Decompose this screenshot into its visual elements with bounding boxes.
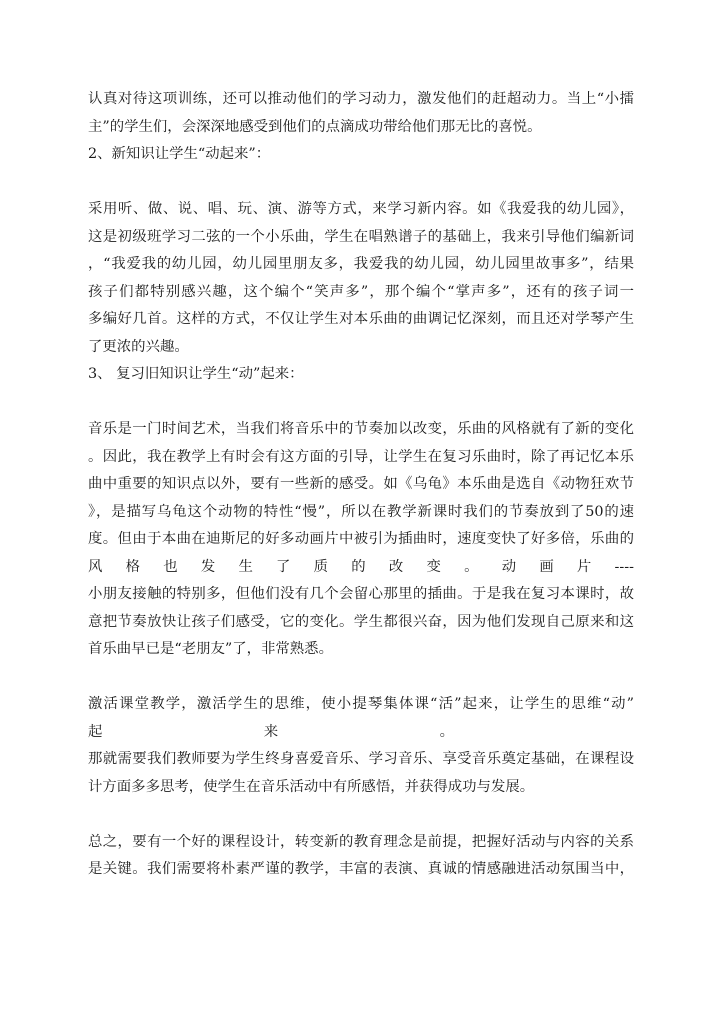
paragraph-line: 那就需要我们教师要为学生终身喜爱音乐、学习音乐、享受音乐奠定基础，在课程设 (88, 751, 634, 767)
paragraph-line: 激活课堂教学，激活学生的思维，使小提琴集体课“活”起来，让学生的思维“动” (88, 696, 634, 712)
paragraph-line: 是关键。我们需要将朴素严谨的教学，丰富的表演、真诚的情感融进活动氛围当中， (88, 861, 634, 877)
blank-line (88, 801, 634, 829)
spread-char: 生 (238, 558, 253, 575)
spread-char: 也 (163, 558, 178, 575)
spread-char: 。 (464, 558, 479, 575)
paragraph-line: 音乐是一门时间艺术，当我们将音乐中的节奏加以改变，乐曲的风格就有了新的变化 (88, 421, 634, 437)
spread-char: 。 (439, 723, 454, 740)
spread-char: 质 (313, 558, 329, 575)
paragraph-line: 多编好几首。这样的方式，不仅让学生对本乐曲的曲调记忆深刻，而且还对学琴产生 (88, 311, 634, 327)
paragraph-line: 总之，要有一个好的课程设计，转变新的教育理念是前提，把握好活动与内容的关系 (88, 833, 634, 850)
spread-char: 来 (263, 723, 279, 740)
spread-char: 片 (576, 558, 592, 575)
blank-line (88, 169, 634, 197)
spread-line-1 (88, 554, 634, 582)
spread-char: 格 (125, 558, 141, 575)
spread-char: ---- (614, 558, 634, 575)
paragraph-line: 主”的学生们，会深深地感受到他们的点滴成功带给他们那无比的喜悦。 (88, 118, 542, 135)
paragraph-line: 计方面多多思考，使学生在音乐活动中有所感悟，并获得成功与发展。 (88, 778, 535, 795)
spread-char: 动 (501, 558, 517, 575)
paragraph-line: 度。但由于本曲在迪斯尼的好多动画片中被引为插曲时，速度变快了好多倍，乐曲的 (88, 531, 634, 547)
document-page (88, 86, 634, 884)
paragraph-line: 孩子们都特别感兴趣，这个编个“笑声多”，那个编个“掌声多”，还有的孩子词一 (88, 283, 634, 300)
spread-char: 画 (539, 558, 554, 575)
spread-char: 变 (426, 558, 441, 575)
spread-char: 的 (351, 558, 366, 575)
spread-char: 改 (388, 558, 404, 575)
paragraph-line: 了更浓的兴趣。 (88, 338, 189, 355)
paragraph-line: 采用听、做、说、唱、玩、演、游等方式，来学习新内容。如《我爱我的幼儿园》， (88, 201, 634, 217)
section-heading: 2、新知识让学生“动起来”： (88, 146, 271, 162)
spread-char: 风 (88, 558, 103, 575)
paragraph-line: 意把节奏放快让孩子们感受，它的变化。学生都很兴奋，因为他们发现自己原来和这 (88, 613, 634, 630)
paragraph-line: ，“我爱我的幼儿园，幼儿园里朋友多，我爱我的幼儿园，幼儿园里故事多”，结果 (88, 256, 634, 272)
paragraph-line: 曲中重要的知识点以外，要有一些新的感受。如《乌龟》本乐曲是选自《动物狂欢节 (88, 476, 634, 492)
spread-char: 了 (276, 558, 291, 575)
paragraph-line: 》，是描写乌龟这个动物的特性“慢”，所以在教学新课时我们的节奏放到了50的速 (88, 503, 634, 520)
section-heading: 3、 复习旧知识让学生“动”起来： (88, 366, 304, 382)
blank-line (88, 664, 634, 692)
spread-line-2 (88, 719, 634, 747)
paragraph-line: 。因此，我在教学上有时会有这方面的引导，让学生在复习乐曲时，除了再记忆本乐 (88, 448, 634, 465)
paragraph-line: 认真对待这项训练，还可以推动他们的学习动力，激发他们的赶超动力。当上“小擂 (88, 91, 634, 107)
spread-char: 起 (88, 723, 103, 740)
paragraph-line: 这是初级班学习二弦的一个小乐曲，学生在唱熟谱子的基础上，我来引导他们编新词 (88, 228, 634, 245)
spread-char: 发 (200, 558, 216, 575)
paragraph-line: 首乐曲早已是“老朋友”了，非常熟悉。 (88, 641, 333, 657)
paragraph-line: 小朋友接触的特别多，但他们没有几个会留心那里的插曲。于是我在复习本课时，故 (88, 586, 634, 602)
blank-line (88, 389, 634, 417)
